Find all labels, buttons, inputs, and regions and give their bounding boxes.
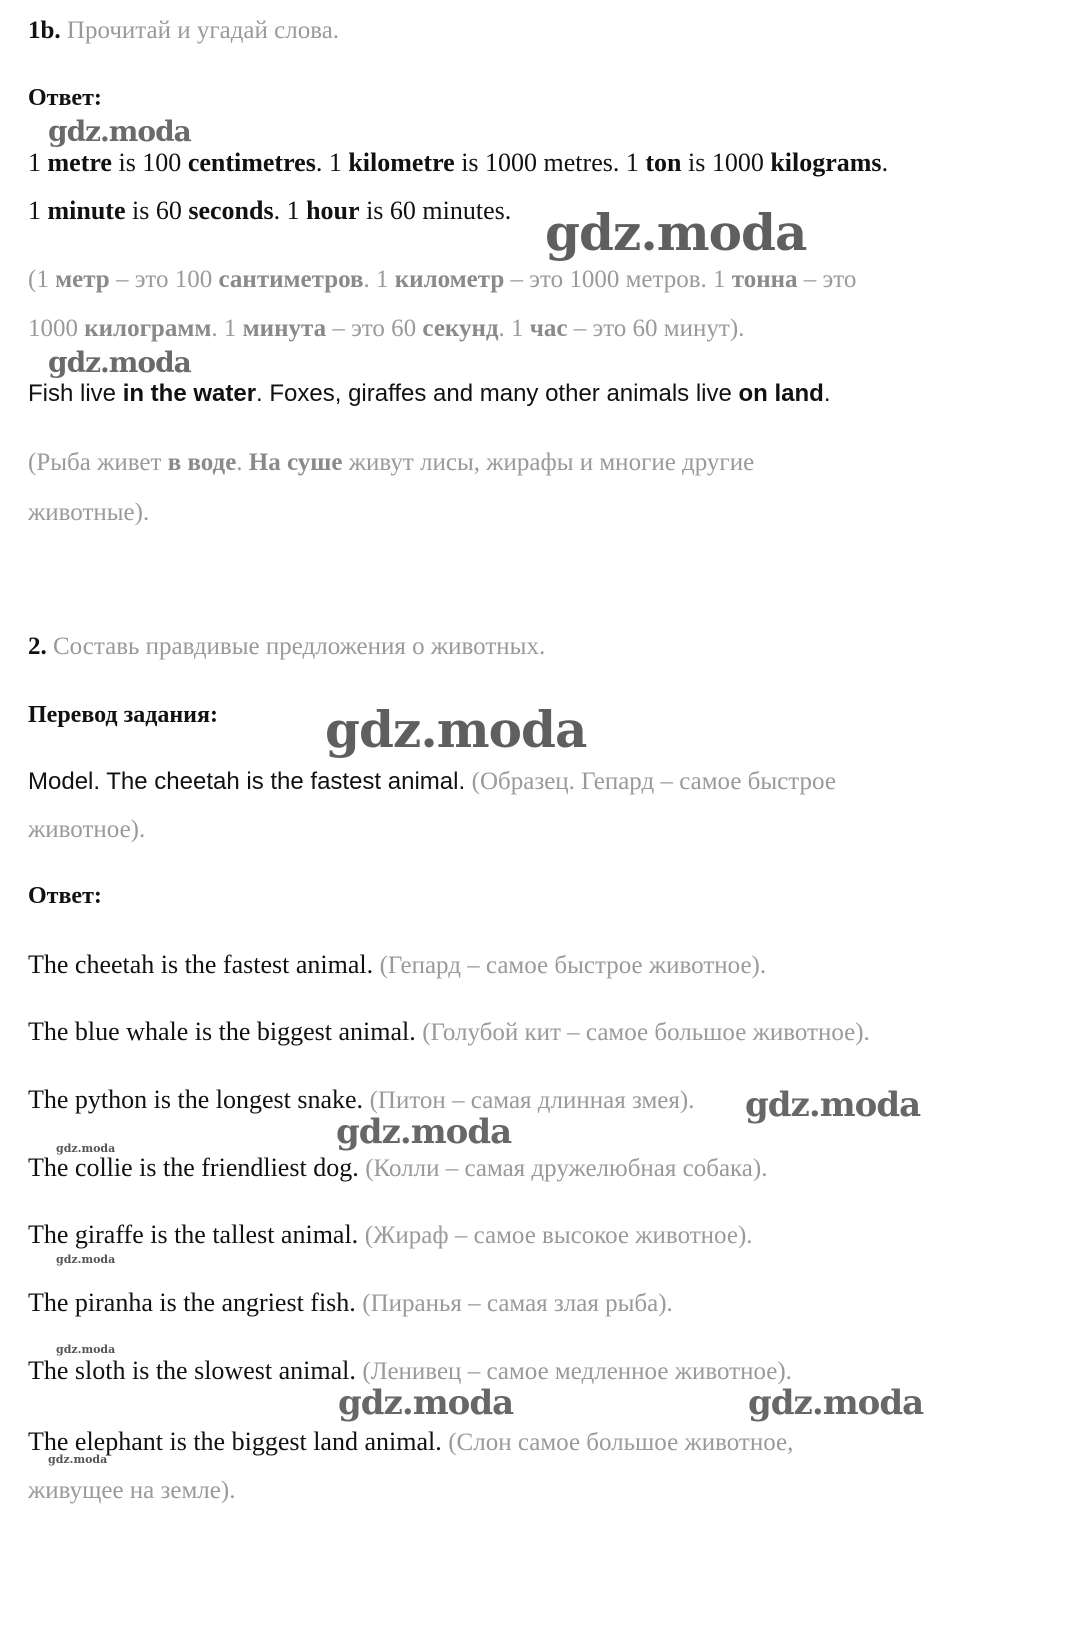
model-ru: (Образец. Гепард – самое быстрое (471, 768, 836, 795)
watermark: gdz.moda (56, 1142, 116, 1155)
answer-line-2: 1 minute is 60 seconds. 1 hour is 60 minutes. (28, 196, 512, 225)
translation-line-2: 1000 килограмм. 1 минута – это 60 секунд. 1 час – это 60 минут). (28, 315, 745, 342)
list-item: The python is the longest snake. (Питон – самая длинная змея). (28, 1085, 695, 1114)
translation-line-3: (Рыба живет в воде. На суше живут лисы, жирафы и многие другие (28, 449, 755, 476)
watermark: gdz.moda (748, 1383, 924, 1423)
list-item: The cheetah is the fastest animal. (Гепард – самое быстрое животное). (28, 950, 767, 979)
watermark: gdz.moda (338, 1383, 514, 1423)
list-item: The elephant is the biggest land animal. (Слон самое большое животное, (28, 1427, 794, 1456)
exercise-task: Составь правдивые предложения о животных. (53, 633, 546, 660)
watermark: gdz.moda (336, 1112, 512, 1152)
watermark: gdz.moda (48, 115, 191, 148)
model-en: Model. The cheetah is the fastest animal. (28, 768, 466, 795)
answer-line-3: Fish live in the water. Foxes, giraffes and many other animals live on land. (28, 380, 831, 407)
watermark: gdz.moda (48, 346, 191, 379)
list-item: The collie is the friendliest dog. (Колли – самая дружелюбная собака). (28, 1153, 768, 1182)
exercise-1b-header (28, 18, 339, 43)
exercise-number: 2. (28, 633, 47, 660)
watermark: gdz.moda (56, 1343, 116, 1356)
answer-label: Ответ: (28, 883, 102, 909)
translation-label: Перевод задания: (28, 702, 218, 728)
exercise-number: 1b. (28, 17, 61, 44)
list-item-continuation: живущее на земле). (28, 1477, 236, 1504)
watermark: gdz.moda (325, 700, 587, 759)
watermark: gdz.moda (745, 1085, 921, 1125)
translation-line-1: (1 метр – это 100 сантиметров. 1 километр – это 1000 метров. 1 тонна – это (28, 266, 857, 293)
answer-line-1: 1 metre is 100 centimetres. 1 kilometre is 1000 metres. 1 ton is 1000 kilograms. (28, 148, 889, 177)
list-item: The giraffe is the tallest animal. (Жираф – самое высокое животное). (28, 1220, 753, 1249)
watermark: gdz.moda (545, 203, 807, 262)
list-item: The blue whale is the biggest animal. (Голубой кит – самое большое животное). (28, 1017, 870, 1046)
exercise-task: Прочитай и угадай слова. (66, 17, 340, 44)
answer-label: Ответ: (28, 85, 102, 111)
model-ru-line-2: животное). (28, 816, 146, 843)
watermark: gdz.moda (56, 1253, 116, 1266)
list-item: The piranha is the angriest fish. (Пиранья – самая злая рыба). (28, 1288, 673, 1317)
translation-line-4: животные). (28, 499, 150, 526)
watermark: gdz.moda (48, 1453, 108, 1466)
list-item: The sloth is the slowest animal. (Ленивец – самое медленное животное). (28, 1356, 792, 1385)
exercise-2-header (28, 634, 545, 659)
model-line (28, 768, 836, 794)
